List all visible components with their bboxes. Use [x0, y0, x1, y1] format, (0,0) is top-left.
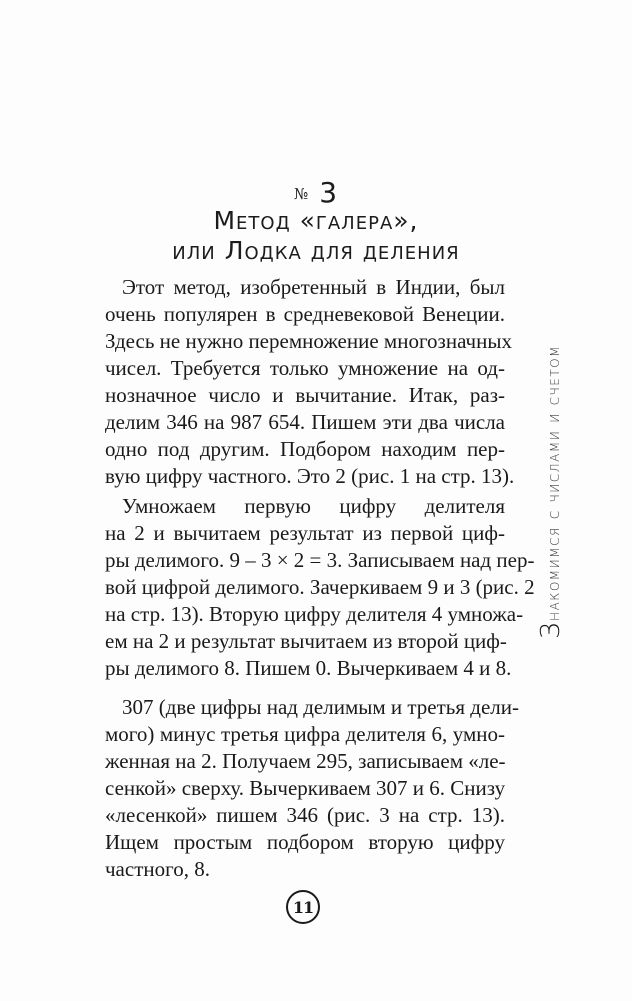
text-line: ем на 2 и результат вычитаем из второй циф-: [105, 629, 507, 653]
text-line: «лесенкой» пишем 346 (рис. 3 на стр. 13).: [105, 803, 505, 827]
text-line: на стр. 13). Вторую цифру делителя 4 умножа-: [105, 602, 524, 626]
text-line: мого) минус третья цифра делителя 6, умно-: [105, 722, 505, 746]
text-line: делим 346 на 987 654. Пишем эти два числа: [105, 410, 505, 434]
section-title-line-1: Метод «галера»,: [213, 206, 419, 235]
section-number-value: 3: [319, 176, 339, 209]
text-line: одно под другим. Подбором находим пер-: [105, 437, 505, 461]
text-line: сенкой» сверху. Вычеркиваем 307 и 6. Снизу: [105, 776, 506, 800]
text-line: Ищем простым подбором вторую цифру: [105, 830, 505, 854]
text-line: частного, 8.: [105, 857, 210, 881]
text-line: очень популярен в средневековой Венеции.: [105, 302, 505, 326]
number-sign: №: [293, 185, 310, 203]
text-line: ры делимого. 9 – 3 × 2 = 3. Записываем над пер-: [105, 548, 535, 572]
text-line: 307 (две цифры над делимым и третья дели-: [122, 695, 520, 719]
paragraph-1: [105, 274, 515, 490]
text-line: вой цифрой делимого. Зачеркиваем 9 и 3 (рис. 2: [105, 575, 535, 599]
running-head-text: накомимся с числами и счетом: [544, 345, 564, 621]
text-line: чисел. Требуется только умножение на од-: [105, 356, 505, 380]
text-line: Здесь не нужно перемножение многозначных: [105, 329, 512, 353]
text-line: Умножаем первую цифру делителя: [122, 494, 505, 518]
running-head-vertical: [536, 317, 566, 667]
text-line: на 2 и вычитаем результат из первой циф-: [105, 521, 505, 545]
page-number-value: 11: [292, 897, 314, 917]
text-line: ры делимого 8. Пишем 0. Вычеркиваем 4 и 8.: [105, 656, 512, 680]
text-line: вую цифру частного. Это 2 (рис. 1 на стр. 13).: [105, 464, 515, 488]
section-number: [0, 176, 632, 209]
page-number: [286, 890, 320, 924]
section-title-line-2: или Лодка для деления: [172, 236, 460, 265]
text-line: нозначное число и вычитание. Итак, раз-: [105, 383, 505, 407]
text-line: Этот метод, изобретенный в Индии, был: [122, 275, 505, 299]
text-line: женная на 2. Получаем 295, записываем «ле-: [105, 749, 506, 773]
paragraph-2: [105, 493, 535, 682]
running-head-initial: З: [536, 620, 566, 639]
paragraph-3: [105, 694, 520, 883]
